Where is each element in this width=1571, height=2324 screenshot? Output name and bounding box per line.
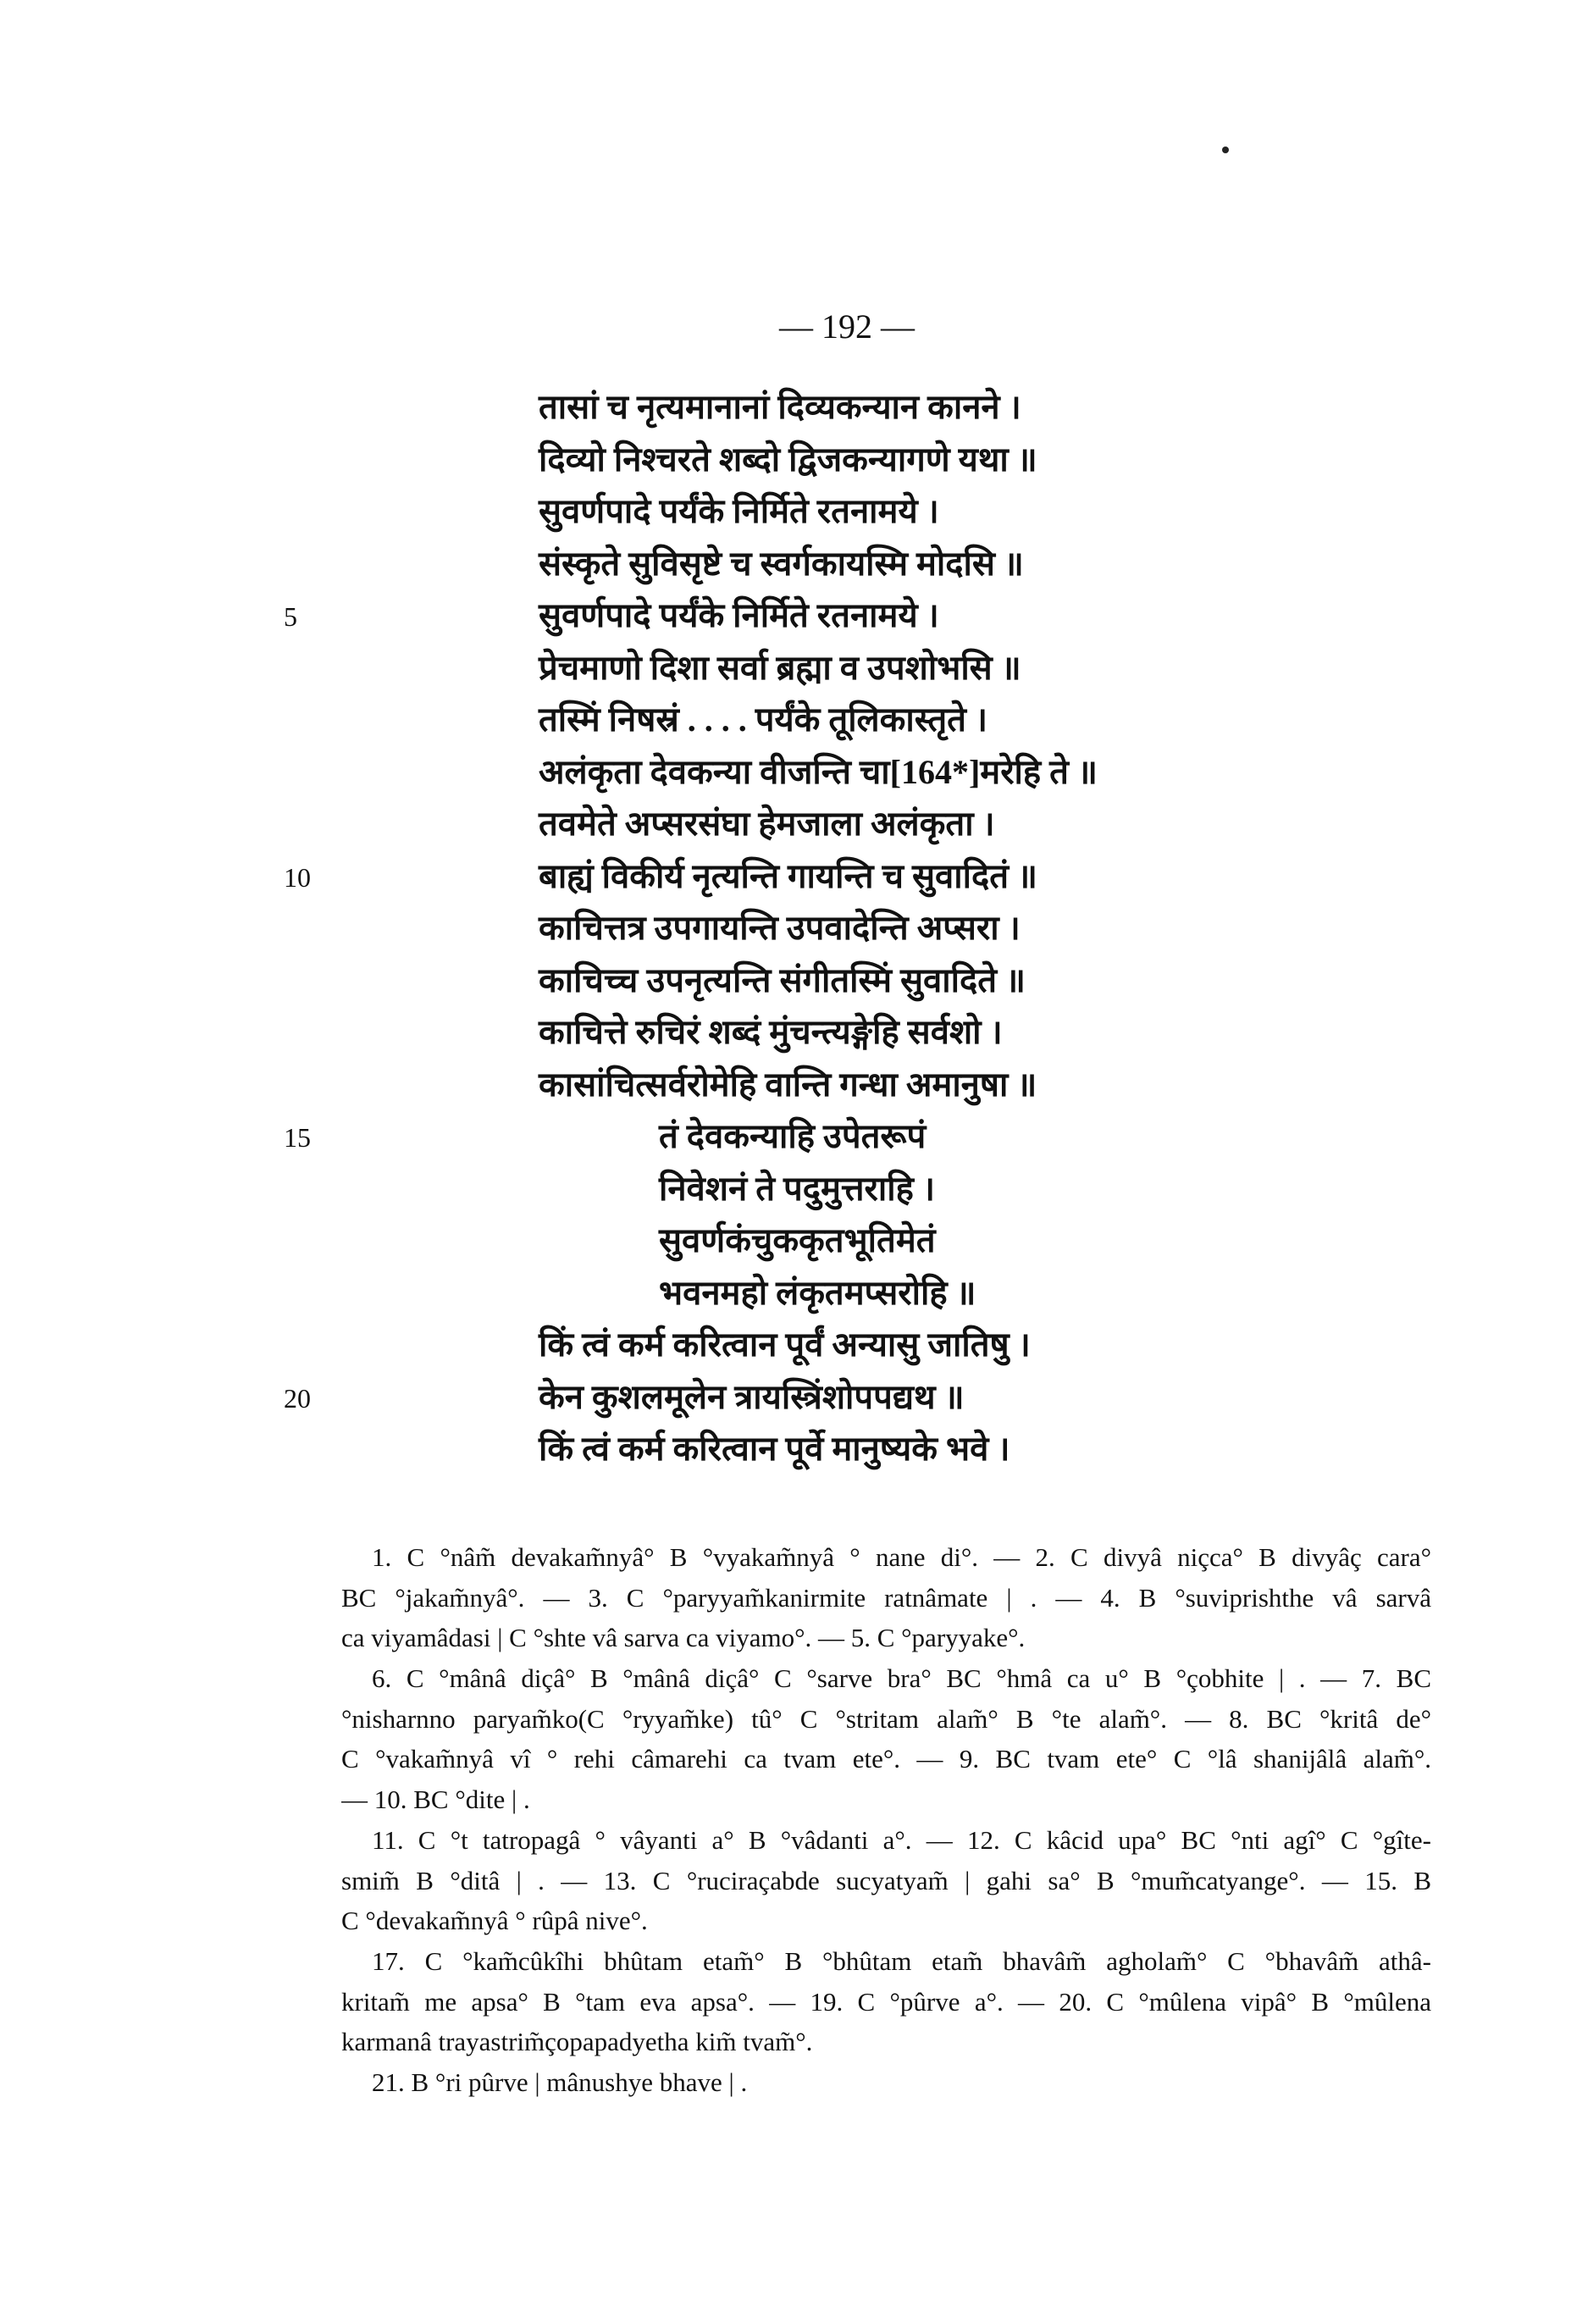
footnote-line: °nisharnno paryam̃ko(C °ryyam̃ke) tû° C °stritam alam̃° B °te alam̃°. — 8. BC °kritâ de° [341,1703,1431,1734]
footnote-line: 6. C °mânâ diçâ° B °mânâ diçâ° C °sarve bra° BC °hmâ ca u° B °çobhite | . — 7. BC [372,1663,1431,1694]
verse-line: सुवर्णपादे पर्यंके निर्मिते रतनामये । [539,596,939,634]
verse-line: काचित्तत्र उपगायन्ति उपवादेन्ति अप्सरा । [539,909,1021,947]
verse-line: केन कुशलमूलेन त्रायस्त्रिंशोपपद्यथ ॥ [539,1377,965,1416]
scan-speck [1222,147,1229,153]
verse-line: तं देवकन्याहि उपेतरूपं [659,1117,927,1155]
verse-line: किं त्वं कर्म करित्वान पूर्वे मानुष्यके भवे । [539,1430,1010,1468]
footnote-line: karmanâ trayastrim̃çopapadyetha kim̃ tvam̃°. [341,2027,813,2057]
verse-line: काचिच्च उपनृत्यन्ति संगीतस्मिं सुवादिते ॥ [539,960,1026,999]
verse-line: काचित्ते रुचिरं शब्दं मुंचन्त्यङ्गेहि सर्वशो । [539,1013,1003,1051]
footnote-line: 11. C °t tatropagâ ° vâyanti a° B °vâdanti a°. — 12. C kâcid upa° BC °nti agî° C °gîte- [372,1824,1431,1855]
footnote-line: 1. C °nâm̃ devakam̃nyâ° B °vyakam̃nyâ ° nane di°. — 2. C divyâ niçca° B divyâç cara° [372,1542,1431,1572]
line-number: 20 [284,1382,311,1414]
verse-line: किं त्वं कर्म करित्वान पूर्वं अन्यासु जातिषु । [539,1325,1031,1364]
verse-line: निवेशनं ते पदुमुत्तराहि । [659,1169,935,1208]
footnote-line: C °vakam̃nyâ vî ° rehi câmarehi ca tvam ete°. — 9. BC tvam ete° C °lâ shanijâlâ alam̃°. [341,1744,1431,1774]
line-number: 5 [284,601,297,632]
verse-line: सुवर्णपादे पर्यंके निर्मिते रतनामये । [539,492,939,530]
verse-line: प्रेचमाणो दिशा सर्वा ब्रह्मा व उपशोभसि ॥ [539,648,1021,687]
line-number: 10 [284,861,311,893]
verse-line: भवनमहो लंकृतमप्सरोहि ॥ [659,1273,976,1312]
page-number: — 192 — [779,307,915,346]
verse-line: संस्कृते सुविसृष्टे च स्वर्गकायस्मि मोदसि ॥ [539,544,1024,583]
footnote-line: 21. B °ri pûrve | mânushye bhave | . [372,2067,748,2097]
footnote-line: 17. C °kam̃cûkîhi bhûtam etam̃° B °bhûtam etam̃ bhavâm̃ agholam̃° C °bhavâm̃ athâ- [372,1945,1431,1976]
footnote-line: kritam̃ me apsa° B °tam eva apsa°. — 19. C °pûrve a°. — 20. C °mûlena vipâ° B °mûlena [341,1986,1431,2017]
footnote-line: — 10. BC °dite | . [341,1784,530,1815]
verse-line: तवमेते अप्सरसंघा हेमजाला अलंकृता । [539,805,995,843]
verse-line: अलंकृता देवकन्या वीजन्ति चा[164*]मरेहि ते ॥ [539,752,1098,791]
footnote-line: C °devakam̃nyâ ° rûpâ nive°. [341,1906,648,1936]
verse-line: बाह्यं विकीर्य नृत्यन्ति गायन्ति च सुवादितं ॥ [539,856,1037,895]
verse-line: कासांचित्सर्वरोमेहि वान्ति गन्धा अमानुषा ॥ [539,1065,1037,1104]
footnotes [341,1537,1431,2103]
footnote-line: BC °jakam̃nyâ°. — 3. C °paryyam̃kanirmite ratnâmate | . — 4. B °suviprishthe vâ sarvâ [341,1582,1431,1613]
verse-line: दिव्यो निश्चरते शब्दो द्विजकन्यागणे यथा ॥ [539,440,1037,479]
verse-line: तासां च नृत्यमानानां दिव्यकन्यान कानने । [539,388,1021,426]
footnote-line: ca viyamâdasi | C °shte vâ sarva ca viyamo°. — 5. C °paryyake°. [341,1623,1026,1653]
footnote-line: smim̃ B °ditâ | . — 13. C °ruciraçabde sucyatyam̃ | gahi sa° B °mum̃catyange°. — 15. B [341,1865,1431,1895]
verse-line: तस्मिं निषस्रं . . . . पर्यंके तूलिकास्तृते । [539,700,988,739]
verse-line: सुवर्णकंचुककृतभूतिमेतं [659,1221,936,1259]
line-number: 15 [284,1122,311,1153]
